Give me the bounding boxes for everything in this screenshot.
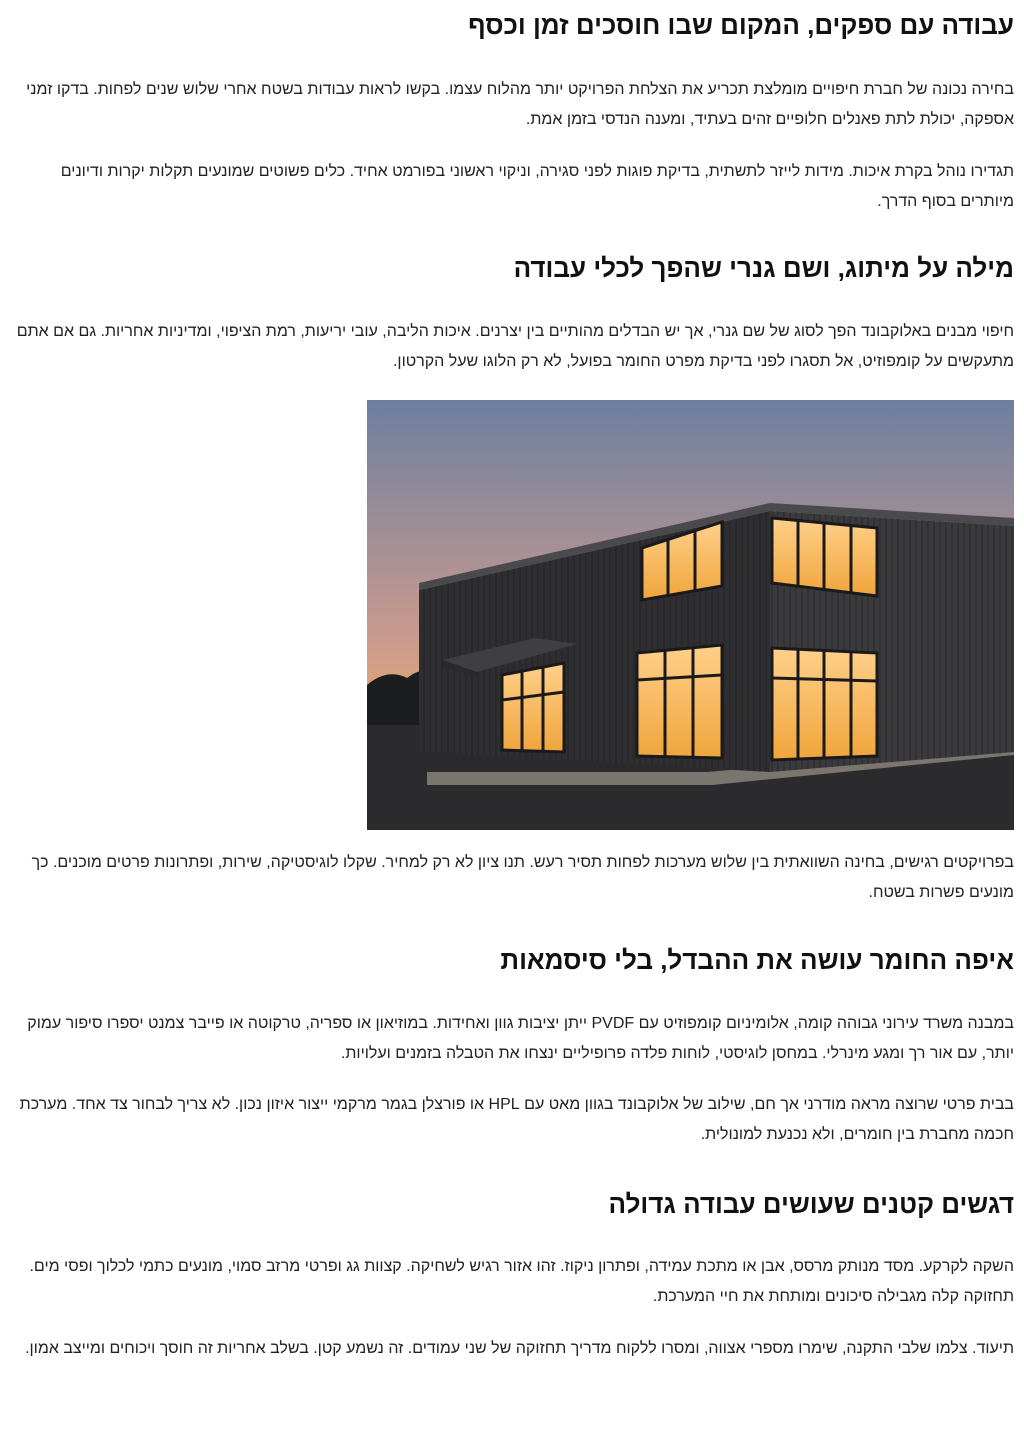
building-illustration bbox=[367, 400, 1014, 830]
paragraph-ground-detail: השקה לקרקע. מסד מנותק מרסס, אבן או מתכת עמידה, ופתרון ניקוז. זהו אזור רגיש לשחיקה. קצוות גג ופרטי מרזב סמוי, מונעים כתמי לכלוך ופסי מים. תחזוקה קלה מגבילה סיכונים ומותחת את חיי המערכת. bbox=[29, 1258, 1014, 1305]
building-photo bbox=[367, 400, 1014, 830]
section-heading-material: איפה החומר עושה את ההבדל, בלי סיסמאות bbox=[500, 945, 1014, 975]
paragraph-material-cases: במבנה משרד עירוני גבוהה קומה, אלומיניום קומפוזיט עם PVDF ייתן יציבות גוון ואחידות. במוזיאון או ספריה, טרקוטה או פייבר צמנט יספרו סיפור עמוק יותר, עם אור רך ומגע מינרלי. במחסן לוגיסטי, לוחות פלדה פרופיליים ינצחו את הטבלה בזמנים ועלויות. bbox=[27, 1015, 1014, 1062]
section-heading-details: דגשים קטנים שעושים עבודה גדולה bbox=[608, 1189, 1014, 1219]
paragraph-generic-name: חיפוי מבנים באלוקבונד הפך לסוג של שם גנרי, אך יש הבדלים מהותיים בין יצרנים. איכות הליבה, עובי יריעות, רמת הציפוי, ומדיניות אחריות. גם אם אתם מתעקשים על קומפוזיט, אל תסגרו לפני בדיקת מפרט החומר בפועל, לא רק הלוגו שעל הקרטון. bbox=[16, 323, 1014, 370]
paragraph-quality-control: תגדירו נוהל בקרת איכות. מידות לייזר לתשתית, בדיקת פוגות לפני סגירה, וניקוי ראשוני בפורמט אחיד. כלים פשוטים שמונעים תקלות יקרות ודיונים מיותרים בסוף הדרך. bbox=[60, 163, 1014, 210]
paragraph-comparison: בפרויקטים רגישים, בחינה השוואתית בין שלוש מערכות לפחות תסיר רעש. תנו ציון לא רק למחיר. שקלו לוגיסטיקה, שירות, ופתרונות פרטים מוכנים. כך מונעים פשרות בשטח. bbox=[31, 854, 1014, 901]
paragraph-supplier-choice: בחירה נכונה של חברת חיפויים מומלצת תכריע את הצלחת הפרויקט יותר מהלוח עצמו. בקשו לראות עבודות בשטח אחרי שלוש שנים לפחות. בדקו זמני אספקה, יכולת לתת פאנלים חלופיים זהים בעתיד, ומענה הנדסי בזמן אמת. bbox=[26, 81, 1014, 128]
section-heading-suppliers: עבודה עם ספקים, המקום שבו חוסכים זמן וכסף bbox=[468, 10, 1014, 40]
section-heading-branding: מילה על מיתוג, ושם גנרי שהפך לכלי עבודה bbox=[513, 253, 1014, 283]
paragraph-documentation: תיעוד. צלמו שלבי התקנה, שימרו מספרי אצווה, ומסרו ללקוח מדריך תחזוקה של שני עמודים. זה נשמע קטן. בשלב אחריות זה חוסך ויכוחים ומייצב אמון. bbox=[25, 1340, 1014, 1357]
figure-container bbox=[16, 377, 1014, 830]
paragraph-private-house: בבית פרטי שרוצה מראה מודרני אך חם, שילוב של אלוקבונד בגוון מאט עם HPL או פורצלן בגמר מרקמי ייצור איזון נכון. לא צריך לבחור צד אחד. מערכת חכמה מחברת בין חומרים, ולא נכנעת למונולית. bbox=[19, 1096, 1014, 1143]
